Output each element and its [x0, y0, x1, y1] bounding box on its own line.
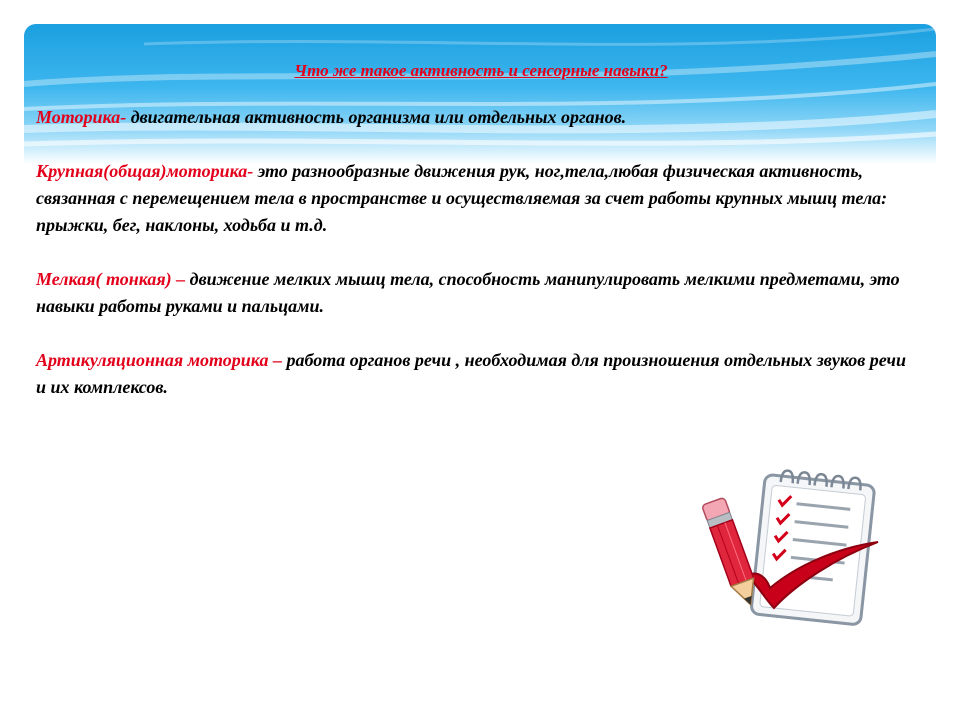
slide-content [36, 58, 916, 428]
definition-fine-motor: движение мелких мышц тела, способность манипулировать мелкими предметами, это навыки работы руками и пальцами. [36, 269, 900, 316]
paragraph-fine-motor [36, 266, 916, 320]
term-articulation: Артикуляционная моторика – [36, 350, 282, 370]
checklist-with-pencil-icon [696, 458, 896, 638]
slide-title: Что же такое активность и сенсорные навыки? [294, 61, 668, 80]
paragraph-motorika [36, 104, 916, 131]
term-motorika: Моторика- [36, 107, 127, 127]
definition-gross-motor: это разнообразные движения рук, ног,тела,любая физическая активность, связанная с перемещением тела в пространстве и осуществляемая за счет работы крупных мышц тела: прыжки, бег, наклоны, ходьба и т.д. [36, 161, 888, 235]
paragraph-gross-motor [36, 158, 916, 239]
definition-motorika: двигательная активность организма или отдельных органов. [126, 107, 627, 127]
term-fine-motor: Мелкая( тонкая) – [36, 269, 186, 289]
paragraph-articulation [36, 347, 916, 401]
term-gross-motor: Крупная(общая)моторика- [36, 161, 254, 181]
definition-articulation: работа органов речи , необходимая для произношения отдельных звуков речи и их комплексов. [36, 350, 907, 397]
